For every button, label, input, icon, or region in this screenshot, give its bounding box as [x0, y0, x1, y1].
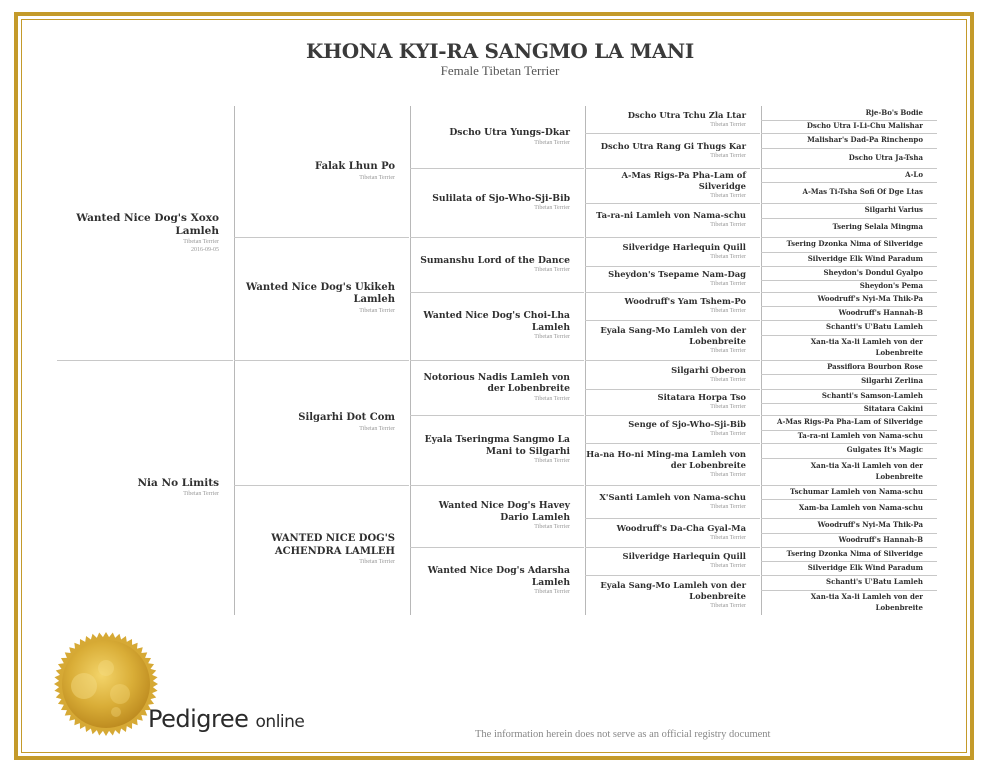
ancestor-name: A-Mas Rigs-Pa Pha-Lam of Silveridge — [777, 417, 923, 427]
ancestor-cell[interactable] — [585, 575, 760, 615]
brand-sub: online — [255, 712, 305, 732]
ancestor-name: Wanted Nice Dog's Havey Dario Lamleh — [438, 500, 570, 523]
ancestor-cell[interactable] — [761, 148, 937, 168]
ancestor-cell[interactable] — [585, 443, 760, 485]
ancestor-name: Dscho Utra Rang Gi Thugs Kar — [600, 140, 746, 151]
ancestor-breed: Tibetan Terrier — [183, 239, 219, 246]
ancestor-name: A-Mas Ti-Tsha Sofi Of Dge Ltas — [802, 187, 923, 197]
ancestor-cell[interactable] — [761, 252, 937, 266]
ancestor-name: Silveridge Elk Wind Paradum — [807, 253, 923, 263]
ancestor-name: Sitatara Cakini — [863, 403, 923, 413]
ancestor-name: Sheydon's Pema — [859, 280, 923, 290]
ancestor-cell[interactable] — [761, 389, 937, 403]
ancestor-name: Eyala Sang-Mo Lamleh von der Lobenbreite — [600, 579, 746, 601]
ancestor-cell[interactable] — [585, 237, 760, 266]
ancestor-cell[interactable] — [761, 458, 937, 485]
ancestor-breed: Tibetan Terrier — [710, 281, 746, 288]
ancestor-cell[interactable] — [410, 237, 584, 292]
ancestor-breed: Tibetan Terrier — [359, 425, 395, 432]
ancestor-name: Schanti's Samson-Lamleh — [821, 390, 923, 400]
ancestor-name: Woodruff's Yam Tshem-Po — [624, 296, 746, 307]
ancestor-cell[interactable] — [761, 443, 937, 458]
ancestor-name: Xan-tia Xa-li Lamleh von der Lobenbreite — [810, 591, 923, 612]
ancestor-cell[interactable] — [761, 237, 937, 252]
ancestor-name: Falak Lhun Po — [315, 161, 395, 173]
ancestor-name: Sumanshu Lord of the Dance — [420, 254, 570, 266]
ancestor-name: Tsering Dzonka Nima of Silveridge — [786, 548, 923, 558]
ancestor-breed: Tibetan Terrier — [359, 559, 395, 566]
ancestor-cell[interactable] — [410, 485, 584, 547]
ancestor-cell[interactable] — [585, 320, 760, 360]
ancestor-name: Schanti's U'Batu Lamleh — [826, 322, 923, 332]
disclaimer-text: The information herein does not serve as an official registry document — [475, 729, 771, 740]
ancestor-name: Woodruff's Nyi-Ma Thik-Pa — [817, 520, 923, 530]
ancestor-name: Eyala Tseringma Sangmo La Mani to Silgarhi — [424, 434, 570, 457]
ancestor-breed: Tibetan Terrier — [710, 193, 746, 200]
ancestor-name: Notorious Nadis Lamleh von der Lobenbreite — [423, 371, 570, 395]
ancestor-name: Woodruff's Hannah-B — [838, 307, 923, 317]
ancestor-breed: Tibetan Terrier — [710, 308, 746, 315]
ancestor-cell[interactable] — [761, 499, 937, 518]
ancestor-breed: Tibetan Terrier — [534, 395, 570, 402]
ancestor-breed: Tibetan Terrier — [710, 253, 746, 260]
ancestor-cell[interactable] — [585, 133, 760, 168]
ancestor-breed: Tibetan Terrier — [359, 174, 395, 181]
ancestor-cell[interactable] — [761, 485, 937, 499]
ancestor-name: Dscho Utra I-Li-Chu Malishar — [806, 121, 923, 131]
ancestor-name: A-Lo — [905, 169, 923, 179]
ancestor-name: A-Mas Rigs-Pa Pha-Lam of Silveridge — [621, 170, 746, 192]
ancestor-cell[interactable] — [761, 430, 937, 443]
ancestor-name: Dscho Utra Yungs-Dkar — [449, 127, 570, 139]
ancestor-cell[interactable] — [761, 306, 937, 320]
ancestor-name: Ha-na Ho-ni Ming-ma Lamleh von der Lobenbreite — [586, 448, 746, 470]
ancestor-breed: Tibetan Terrier — [710, 404, 746, 411]
ancestor-cell[interactable] — [761, 182, 937, 203]
ancestor-cell[interactable] — [234, 237, 409, 360]
ancestor-name: Woodruff's Nyi-Ma Thik-Pa — [817, 293, 923, 303]
ancestor-name: Sheydon's Dondul Gyalpo — [823, 267, 923, 277]
ancestor-cell[interactable] — [410, 168, 584, 237]
ancestor-breed: Tibetan Terrier — [359, 307, 395, 314]
ancestor-name: Ta-ra-ni Lamleh von Nama-schu — [596, 210, 746, 221]
ancestor-cell[interactable] — [761, 106, 937, 120]
ancestor-name: Silgarhi Varius — [864, 205, 923, 215]
ancestor-breed: Tibetan Terrier — [710, 222, 746, 229]
ancestor-name: Sitatara Horpa Tso — [657, 392, 746, 403]
ancestor-cell[interactable] — [57, 106, 233, 360]
ancestor-cell[interactable] — [410, 547, 584, 615]
ancestor-name: Silveridge Harlequin Quill — [622, 551, 746, 562]
ancestor-breed: Tibetan Terrier — [710, 471, 746, 478]
ancestor-cell[interactable] — [761, 168, 937, 182]
ancestor-cell[interactable] — [761, 374, 937, 389]
pedigree-seal-icon — [54, 632, 158, 736]
ancestor-cell[interactable] — [410, 292, 584, 360]
ancestor-breed: Tibetan Terrier — [534, 524, 570, 531]
ancestor-name: Xan-tia Xa-li Lamleh von der Lobenbreite — [810, 336, 923, 357]
ancestor-cell[interactable] — [761, 533, 937, 547]
ancestor-name: Ta-ra-ni Lamleh von Nama-schu — [797, 431, 923, 441]
ancestor-cell[interactable] — [410, 415, 584, 485]
ancestor-cell[interactable] — [585, 360, 760, 389]
ancestor-cell[interactable] — [585, 415, 760, 443]
ancestor-cell[interactable] — [761, 575, 937, 590]
ancestor-cell[interactable] — [761, 266, 937, 280]
ancestor-cell[interactable] — [761, 403, 937, 415]
ancestor-breed: Tibetan Terrier — [534, 589, 570, 596]
ancestor-cell[interactable] — [761, 120, 937, 133]
ancestor-name: Dscho Utra Tchu Zla Ltar — [627, 109, 746, 120]
ancestor-name: Gulgates It's Magic — [846, 445, 923, 455]
ancestor-breed: Tibetan Terrier — [710, 503, 746, 510]
ancestor-cell[interactable] — [234, 485, 409, 615]
brand-main: Pedigree — [148, 705, 249, 733]
ancestor-cell[interactable] — [761, 518, 937, 533]
ancestor-name: Tsering Selala Mingma — [832, 222, 923, 232]
ancestor-cell[interactable] — [57, 360, 233, 615]
ancestor-cell[interactable] — [761, 280, 937, 292]
ancestor-name: Tschumar Lamleh von Nama-schu — [790, 486, 923, 496]
ancestor-breed: Tibetan Terrier — [710, 347, 746, 354]
ancestor-cell[interactable] — [410, 106, 584, 168]
ancestor-breed: Tibetan Terrier — [710, 376, 746, 383]
ancestor-name: Tsering Dzonka Nima of Silveridge — [786, 239, 923, 249]
ancestor-cell[interactable] — [585, 203, 760, 237]
ancestor-name: Schanti's U'Batu Lamleh — [826, 577, 923, 587]
ancestor-name: Silveridge Harlequin Quill — [622, 241, 746, 252]
ancestor-breed: Tibetan Terrier — [710, 563, 746, 570]
pedigree-online-logo — [148, 705, 304, 733]
ancestor-breed: Tibetan Terrier — [710, 602, 746, 609]
page-subtitle: Female Tibetan Terrier — [440, 63, 560, 78]
ancestor-breed: Tibetan Terrier — [710, 121, 746, 128]
ancestor-cell[interactable] — [585, 292, 760, 320]
ancestor-cell[interactable] — [761, 547, 937, 561]
ancestor-name: Passiflora Bourbon Rose — [827, 361, 923, 371]
ancestor-breed: Tibetan Terrier — [183, 490, 219, 497]
ancestor-cell[interactable] — [585, 518, 760, 547]
ancestor-cell[interactable] — [761, 203, 937, 218]
ancestor-breed: Tibetan Terrier — [534, 139, 570, 146]
page-title: KHONA KYI-RA SANGMO LA MANI — [306, 39, 694, 63]
ancestor-cell[interactable] — [585, 168, 760, 203]
ancestor-cell[interactable] — [761, 415, 937, 430]
ancestor-cell[interactable] — [761, 561, 937, 575]
ancestor-breed: Tibetan Terrier — [710, 152, 746, 159]
ancestor-breed: Tibetan Terrier — [534, 267, 570, 274]
ancestor-cell[interactable] — [585, 485, 760, 518]
ancestor-cell[interactable] — [585, 389, 760, 415]
ancestor-name: Wanted Nice Dog's Adarsha Lamleh — [427, 565, 570, 588]
ancestor-name: WANTED NICE DOG'S ACHENDRA LAMLEH — [271, 533, 395, 557]
ancestor-cell[interactable] — [761, 590, 937, 615]
ancestor-name: Woodruff's Hannah-B — [838, 534, 923, 544]
ancestor-name: Malishar's Dad-Pa Rinchenpo — [807, 135, 923, 145]
ancestor-cell[interactable] — [410, 360, 584, 415]
ancestor-name: Sheydon's Tsepame Nam-Dag — [608, 269, 746, 280]
ancestor-breed: Tibetan Terrier — [534, 458, 570, 465]
ancestor-cell[interactable] — [761, 360, 937, 374]
ancestor-name: Silgarhi Dot Com — [298, 412, 395, 424]
ancestor-name: Wanted Nice Dog's Ukikeh Lamleh — [246, 281, 395, 306]
ancestor-name: Silveridge Elk Wind Paradum — [807, 562, 923, 572]
ancestor-name: Dscho Utra Ja-Tsha — [848, 152, 923, 162]
ancestor-cell[interactable] — [585, 106, 760, 133]
ancestor-cell[interactable] — [761, 218, 937, 237]
ancestor-breed: Tibetan Terrier — [534, 334, 570, 341]
ancestor-breed: Tibetan Terrier — [534, 205, 570, 212]
ancestor-name: Silgarhi Oberon — [671, 364, 746, 375]
ancestor-cell[interactable] — [761, 133, 937, 148]
ancestor-cell[interactable] — [585, 266, 760, 292]
ancestor-cell[interactable] — [761, 292, 937, 306]
ancestor-breed: Tibetan Terrier — [710, 431, 746, 438]
ancestor-name: Wanted Nice Dog's Choi-Lha Lamleh — [423, 310, 570, 333]
ancestor-name: Rje-Bo's Bodie — [865, 107, 923, 117]
ancestor-name: Woodruff's Da-Cha Gyal-Ma — [616, 522, 746, 533]
ancestor-name: Silgarhi Zerlina — [861, 376, 923, 386]
ancestor-name: Senge of Sjo-Who-Sji-Bib — [628, 419, 746, 430]
ancestor-cell[interactable] — [585, 547, 760, 575]
ancestor-cell[interactable] — [234, 106, 409, 237]
ancestor-cell[interactable] — [761, 335, 937, 360]
ancestor-name: Wanted Nice Dog's Xoxo Lamleh — [76, 212, 219, 238]
birth-date: 2016-09-05 — [191, 246, 219, 253]
ancestor-cell[interactable] — [234, 360, 409, 485]
ancestor-name: Xam-ba Lamleh von Nama-schu — [798, 503, 923, 513]
ancestor-name: Eyala Sang-Mo Lamleh von der Lobenbreite — [600, 324, 746, 346]
ancestor-name: Sulilata of Sjo-Who-Sji-Bib — [432, 192, 570, 204]
ancestor-name: Nia No Limits — [137, 476, 219, 489]
ancestor-breed: Tibetan Terrier — [710, 534, 746, 541]
ancestor-name: X'Santi Lamleh von Nama-schu — [599, 491, 746, 502]
ancestor-cell[interactable] — [761, 320, 937, 335]
ancestor-name: Xan-tia Xa-li Lamleh von der Lobenbreite — [810, 460, 923, 481]
